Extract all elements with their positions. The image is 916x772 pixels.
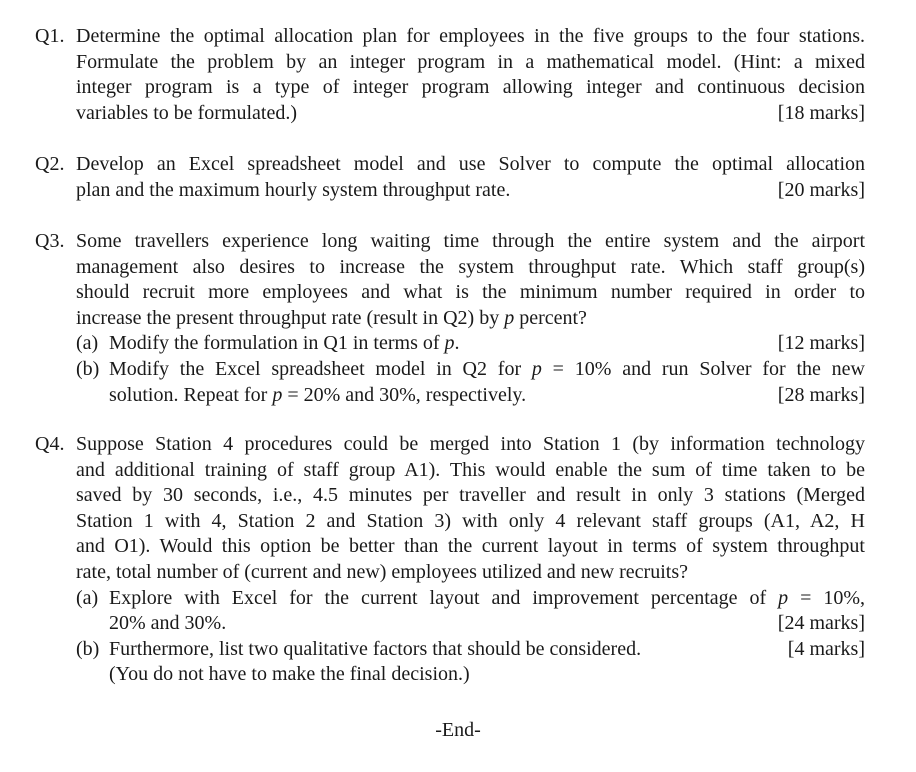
text-line: Develop an Excel spreadsheet model and use Solver to compute the optimal allocation — [76, 153, 865, 175]
text-line: Suppose Station 4 procedures could be merged into Station 1 (by information technology — [76, 433, 865, 455]
sub-question-label: (b) — [76, 357, 100, 380]
question-3 — [0, 229, 916, 408]
text-line: increase the present throughput rate (result in Q2) by p percent? — [76, 306, 587, 329]
question-4 — [0, 432, 916, 688]
text-line: Determine the optimal allocation plan for employees in the five groups to the four stations. — [76, 25, 865, 47]
question-number: Q2. — [35, 153, 65, 175]
sub-question-a — [76, 586, 865, 637]
question-number: Q3. — [35, 230, 65, 252]
marks-label: [12 marks] — [777, 332, 865, 355]
text-line: should recruit more employees and what is the minimum number required in order to — [76, 281, 865, 304]
question-number: Q4. — [35, 433, 65, 455]
text-line: Modify the Excel spreadsheet model in Q2 for p = 10% and run Solver for the new — [109, 357, 865, 380]
sub-question-label: (a) — [76, 332, 99, 355]
sub-question-b — [76, 357, 865, 408]
sub-question-b — [76, 637, 865, 688]
text-line: variables to be formulated.) — [76, 101, 298, 124]
question-text — [76, 432, 865, 688]
text-line: management also desires to increase the system throughput rate. Which staff group(s) — [76, 255, 865, 278]
question-2 — [0, 152, 916, 203]
text-line: and O1). Would this option be better than the current layout in terms of system throughput — [76, 535, 865, 558]
text-line: integer program is a type of integer program allowing integer and continuous decision — [76, 76, 865, 99]
marks-label: [4 marks] — [787, 637, 865, 660]
question-text — [76, 152, 865, 203]
text-line: Some travellers experience long waiting time through the entire system and the airport — [76, 230, 865, 252]
sub-question-label: (a) — [76, 586, 99, 609]
text-line: saved by 30 seconds, i.e., 4.5 minutes per traveller and result in only 3 stations (Merged — [76, 484, 865, 507]
text-line: rate, total number of (current and new) employees utilized and new recruits? — [76, 560, 688, 583]
text-line: Modify the formulation in Q1 in terms of p. — [109, 332, 460, 355]
marks-label: [28 marks] — [777, 383, 865, 406]
sub-question-a — [76, 331, 865, 357]
text-line: Formulate the problem by an integer program in a mathematical model. (Hint: a mixed — [76, 50, 865, 73]
text-line: (You do not have to make the final decision.) — [109, 663, 470, 686]
question-number: Q1. — [35, 25, 65, 47]
marks-label: [20 marks] — [777, 178, 865, 201]
question-text — [76, 24, 865, 126]
text-line: solution. Repeat for p = 20% and 30%, respectively. — [109, 383, 527, 406]
text-line: Explore with Excel for the current layout and improvement percentage of p = 10%, — [109, 586, 865, 609]
marks-label: [24 marks] — [777, 612, 865, 635]
text-line: plan and the maximum hourly system throughput rate. — [76, 178, 511, 201]
text-line: Station 1 with 4, Station 2 and Station 3) with only 4 relevant staff groups (A1, A2, H — [76, 509, 865, 532]
end-marker: -End- — [435, 719, 481, 741]
question-text — [76, 229, 865, 408]
text-line: 20% and 30%. — [109, 612, 227, 635]
question-1 — [0, 24, 916, 126]
marks-label: [18 marks] — [777, 101, 865, 124]
text-line: Furthermore, list two qualitative factors that should be considered. — [109, 637, 642, 660]
sub-question-label: (b) — [76, 637, 100, 660]
text-line: and additional training of staff group A1). This would enable the sum of time taken to be — [76, 458, 865, 481]
